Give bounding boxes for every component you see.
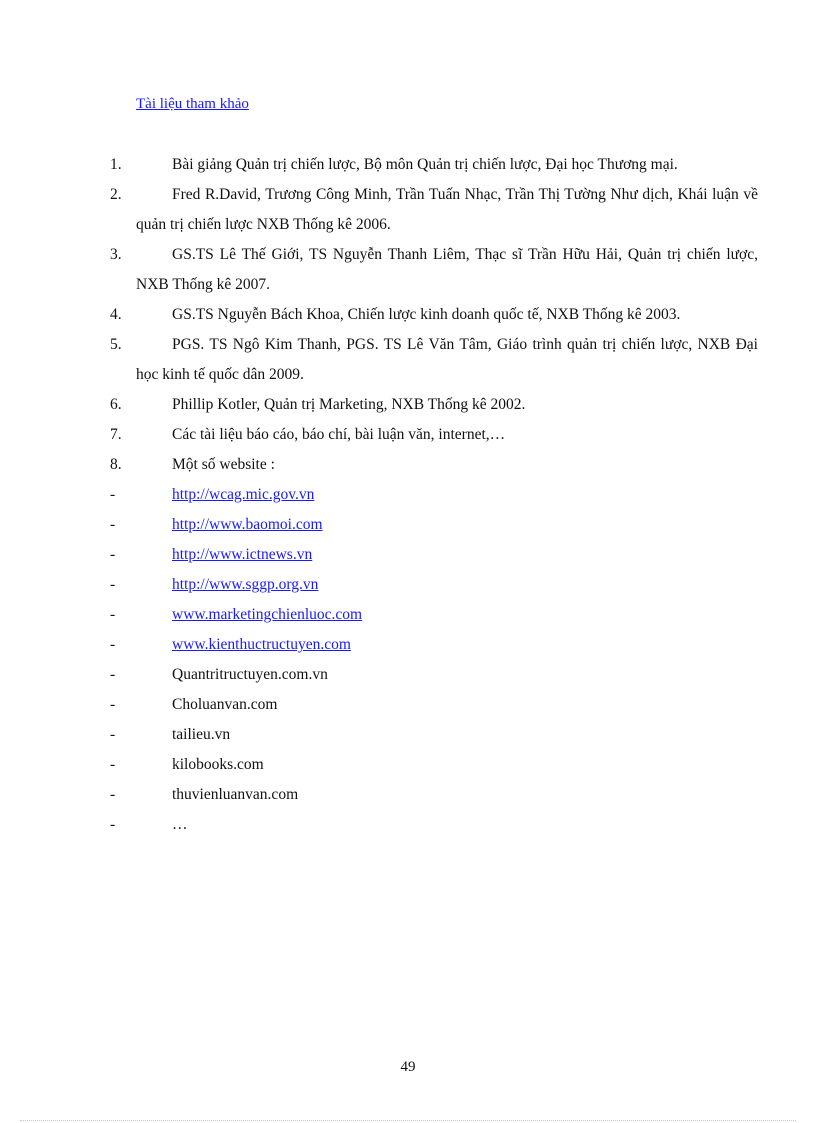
website-text: thuvienluanvan.com bbox=[172, 786, 299, 803]
website-link[interactable]: http://www.ictnews.vn bbox=[172, 546, 313, 563]
reference-item bbox=[0, 300, 816, 330]
website-text: Quantritructuyen.com.vn bbox=[172, 666, 328, 683]
dash-bullet: - bbox=[110, 576, 116, 593]
website-item bbox=[0, 540, 816, 570]
dash-bullet: - bbox=[110, 726, 116, 743]
reference-item bbox=[0, 420, 816, 450]
reference-number: 8. bbox=[110, 456, 122, 473]
website-text: kilobooks.com bbox=[172, 756, 264, 773]
website-text: tailieu.vn bbox=[172, 726, 231, 743]
reference-text: GS.TS Lê Thế Giới, TS Nguyễn Thanh Liêm, Thạc sĩ Trần Hữu Hải, Quản trị chiến lược, NXB Thống kê 2007. bbox=[136, 246, 758, 293]
website-item bbox=[0, 690, 816, 720]
reference-item bbox=[0, 180, 816, 240]
website-item bbox=[0, 510, 816, 540]
reference-number: 7. bbox=[110, 426, 122, 443]
reference-text: PGS. TS Ngô Kim Thanh, PGS. TS Lê Văn Tâm, Giáo trình quản trị chiến lược, NXB Đại học kinh tế quốc dân 2009. bbox=[136, 336, 758, 383]
reference-text: Một số website : bbox=[172, 456, 275, 473]
reference-item bbox=[0, 450, 816, 480]
website-text: Choluanvan.com bbox=[172, 696, 278, 713]
dash-bullet: - bbox=[110, 816, 116, 833]
reference-number: 6. bbox=[110, 396, 122, 413]
reference-text: Các tài liệu báo cáo, báo chí, bài luận văn, internet,… bbox=[172, 426, 506, 443]
references-heading[interactable]: Tài liệu tham khảo bbox=[136, 96, 249, 112]
website-item bbox=[0, 660, 816, 690]
website-item bbox=[0, 720, 816, 750]
website-item bbox=[0, 630, 816, 660]
reference-item bbox=[0, 330, 816, 390]
website-link[interactable]: http://www.sggp.org.vn bbox=[172, 576, 319, 593]
website-item bbox=[0, 480, 816, 510]
website-item bbox=[0, 780, 816, 810]
reference-text: Fred R.David, Trương Công Minh, Trần Tuấn Nhạc, Trần Thị Tường Như dịch, Khái luận về quản trị chiến lược NXB Thống kê 2006. bbox=[136, 186, 758, 233]
reference-number: 1. bbox=[110, 156, 122, 173]
footer-divider bbox=[20, 1120, 796, 1121]
reference-list bbox=[0, 150, 816, 840]
dash-bullet: - bbox=[110, 636, 116, 653]
reference-number: 2. bbox=[110, 186, 122, 203]
website-item bbox=[0, 750, 816, 780]
website-link[interactable]: www.marketingchienluoc.com bbox=[172, 606, 363, 623]
reference-number: 5. bbox=[110, 336, 122, 353]
dash-bullet: - bbox=[110, 786, 116, 803]
reference-number: 3. bbox=[110, 246, 122, 263]
website-text: … bbox=[172, 816, 188, 833]
reference-item bbox=[0, 240, 816, 300]
reference-item bbox=[0, 150, 816, 180]
reference-text: Phillip Kotler, Quản trị Marketing, NXB Thống kê 2002. bbox=[172, 396, 526, 413]
website-link[interactable]: http://wcag.mic.gov.vn bbox=[172, 486, 315, 503]
page-number: 49 bbox=[400, 1059, 416, 1075]
dash-bullet: - bbox=[110, 516, 116, 533]
dash-bullet: - bbox=[110, 546, 116, 563]
website-item bbox=[0, 810, 816, 840]
website-link[interactable]: www.kienthuctructuyen.com bbox=[172, 636, 351, 653]
website-item bbox=[0, 570, 816, 600]
dash-bullet: - bbox=[110, 756, 116, 773]
reference-text: Bài giảng Quản trị chiến lược, Bộ môn Quản trị chiến lược, Đại học Thương mại. bbox=[172, 156, 678, 173]
dash-bullet: - bbox=[110, 606, 116, 623]
dash-bullet: - bbox=[110, 666, 116, 683]
website-item bbox=[0, 600, 816, 630]
reference-number: 4. bbox=[110, 306, 122, 323]
reference-item bbox=[0, 390, 816, 420]
dash-bullet: - bbox=[110, 486, 116, 503]
website-link[interactable]: http://www.baomoi.com bbox=[172, 516, 323, 533]
reference-text: GS.TS Nguyễn Bách Khoa, Chiến lược kinh doanh quốc tế, NXB Thống kê 2003. bbox=[172, 306, 681, 323]
dash-bullet: - bbox=[110, 696, 116, 713]
